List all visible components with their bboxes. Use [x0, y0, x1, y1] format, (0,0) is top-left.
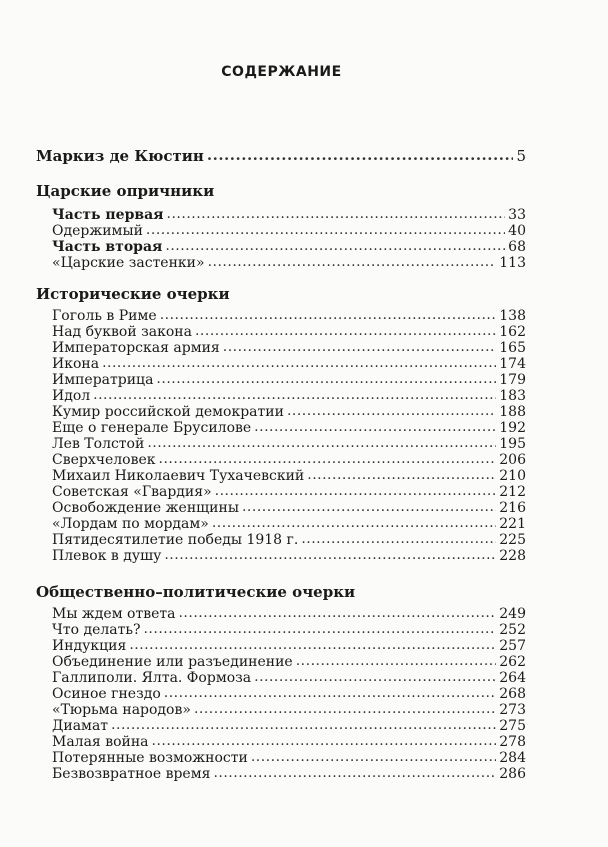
- toc-entry-label: Советская «Гвардия»: [52, 484, 212, 500]
- section-heading: Общественно–политические очерки: [36, 583, 356, 601]
- toc-entry-label: Гоголь в Риме: [52, 308, 157, 324]
- toc-entry-page: 162: [499, 324, 526, 340]
- toc-entry-page: 40: [508, 223, 526, 239]
- leader-dots: [147, 435, 496, 451]
- toc-entry-label: «Лордам по мордам»: [52, 516, 209, 532]
- leader-dots: [242, 499, 496, 515]
- leader-dots: [287, 403, 496, 419]
- toc-entry-label: Часть вторая: [52, 239, 163, 255]
- toc-entry-label: Лев Толстой: [52, 436, 145, 452]
- toc-entry-page: 192: [499, 420, 526, 436]
- toc-entry-page: 206: [499, 452, 526, 468]
- toc-entry-page: 179: [499, 372, 526, 388]
- leader-dots: [159, 451, 497, 467]
- toc-entry-page: 210: [499, 468, 526, 484]
- leader-dots: [167, 206, 506, 222]
- toc-entry-label: Пятидесятилетие победы 1918 г.: [52, 532, 299, 548]
- leader-dots: [254, 669, 496, 685]
- toc-entry: [52, 686, 526, 702]
- toc-entry: [52, 670, 526, 686]
- toc-entry-label: Потерянные возможности: [52, 750, 248, 766]
- leader-dots: [207, 147, 514, 163]
- toc-entry: [52, 500, 526, 516]
- toc-entry-label: «Царские застенки»: [52, 255, 205, 271]
- toc-entry-page: 278: [499, 734, 526, 750]
- toc-entry: [52, 766, 526, 782]
- toc-entry: [52, 340, 526, 356]
- leader-dots: [213, 765, 496, 781]
- toc-entry-label: Кумир российской демократии: [52, 404, 284, 420]
- toc-entry: [52, 654, 526, 670]
- toc-entry-page: 264: [499, 670, 526, 686]
- toc-entry-page: 5: [516, 147, 526, 165]
- toc-entry: [52, 308, 526, 324]
- toc-entry-page: 273: [499, 702, 526, 718]
- toc-entry-label: Объединение или разъединение: [52, 654, 293, 670]
- leader-dots: [195, 323, 496, 339]
- toc-entry-page: 262: [499, 654, 526, 670]
- leader-dots: [215, 483, 497, 499]
- toc-entry-label: Икона: [52, 356, 100, 372]
- toc-entry-page: 249: [499, 606, 526, 622]
- leader-dots: [146, 222, 505, 238]
- leader-dots: [164, 547, 496, 563]
- toc-entry-label: Одержимый: [52, 223, 143, 239]
- toc-entry-page: 225: [499, 532, 526, 548]
- toc-entry: [52, 484, 526, 500]
- leader-dots: [296, 653, 497, 669]
- toc-entry-label: Императрица: [52, 372, 154, 388]
- toc-entry: [52, 606, 526, 622]
- leader-dots: [251, 749, 496, 765]
- leader-dots: [102, 355, 496, 371]
- toc-entry-label: Часть первая: [52, 207, 164, 223]
- toc-entry: [52, 532, 526, 548]
- toc-entry-label: Маркиз де Кюстин: [36, 147, 204, 165]
- toc-entry-page: 257: [499, 638, 526, 654]
- toc-entry-page: 33: [508, 207, 526, 223]
- leader-dots: [223, 339, 497, 355]
- leader-dots: [143, 621, 496, 637]
- toc-entry: [52, 223, 526, 239]
- section-heading: Царские опричники: [36, 182, 215, 200]
- leader-dots: [129, 637, 496, 653]
- toc-entry-label: Сверхчеловек: [52, 452, 156, 468]
- toc-entry-label: Мы ждем ответа: [52, 606, 176, 622]
- leader-dots: [254, 419, 496, 435]
- toc-entry-page: 228: [499, 548, 526, 564]
- toc-entry: [52, 718, 526, 734]
- toc-entry-label: Галлиполи. Ялта. Формоза: [52, 670, 252, 686]
- leader-dots: [165, 238, 505, 254]
- toc-entry-label: Индукция: [52, 638, 127, 654]
- leader-dots: [194, 701, 496, 717]
- toc-entry-label: Освобождение женщины: [52, 500, 239, 516]
- leader-dots: [152, 733, 497, 749]
- toc-entry: [52, 638, 526, 654]
- toc-entry: [52, 356, 526, 372]
- toc-entry-label: Плевок в душу: [52, 548, 162, 564]
- toc-entry: [52, 207, 526, 223]
- toc-entry-label: «Тюрьма народов»: [52, 702, 191, 718]
- toc-entry: [52, 404, 526, 420]
- leader-dots: [111, 717, 496, 733]
- leader-dots: [178, 605, 496, 621]
- toc-entry: [52, 468, 526, 484]
- toc-entry: [52, 324, 526, 340]
- toc-entry-page: 212: [499, 484, 526, 500]
- toc-entry-page: 183: [499, 388, 526, 404]
- toc-entry-kustine: [36, 148, 526, 164]
- toc-entry-page: 216: [499, 500, 526, 516]
- leader-dots: [160, 307, 497, 323]
- leader-dots: [93, 387, 496, 403]
- leader-dots: [156, 371, 496, 387]
- toc-entry-page: 138: [499, 308, 526, 324]
- leader-dots: [164, 685, 496, 701]
- toc-entry-label: Еще о генерале Брусилове: [52, 420, 252, 436]
- toc-entry-page: 174: [499, 356, 526, 372]
- toc-entry-label: Малая война: [52, 734, 149, 750]
- toc-entry: [52, 452, 526, 468]
- page-title: СОДЕРЖАНИЕ: [221, 64, 342, 80]
- leader-dots: [301, 531, 496, 547]
- leader-dots: [212, 515, 496, 531]
- toc-entry: [52, 255, 526, 271]
- toc-entry-label: Диамат: [52, 718, 109, 734]
- toc-entry-page: 252: [499, 622, 526, 638]
- toc-entry: [52, 702, 526, 718]
- toc-entry-page: 165: [499, 340, 526, 356]
- toc-entry-label: Безвозвратное время: [52, 766, 211, 782]
- toc-entry: [52, 516, 526, 532]
- toc-entry-page: 221: [499, 516, 526, 532]
- toc-entry: [52, 750, 526, 766]
- toc-entry-page: 113: [499, 255, 526, 271]
- toc-entry: [52, 622, 526, 638]
- section-heading: Исторические очерки: [36, 285, 230, 303]
- toc-entry-page: 195: [499, 436, 526, 452]
- toc-entry: [52, 239, 526, 255]
- toc-entry-page: 275: [499, 718, 526, 734]
- toc-entry: [52, 372, 526, 388]
- toc-entry: [52, 548, 526, 564]
- toc-entry-page: 284: [499, 750, 526, 766]
- toc-entry-page: 68: [508, 239, 526, 255]
- toc-entry-label: Императорская армия: [52, 340, 220, 356]
- toc-entry-label: Михаил Николаевич Тухачевский: [52, 468, 305, 484]
- toc-entry-page: 188: [499, 404, 526, 420]
- toc-entry-label: Идол: [52, 388, 91, 404]
- toc-entry: [52, 420, 526, 436]
- toc-entry-label: Над буквой закона: [52, 324, 192, 340]
- toc-entry: [52, 734, 526, 750]
- toc-entry-page: 286: [499, 766, 526, 782]
- leader-dots: [307, 467, 496, 483]
- toc-entry-label: Осиное гнездо: [52, 686, 161, 702]
- toc-entry-label: Что делать?: [52, 622, 141, 638]
- toc-entry: [52, 388, 526, 404]
- toc-entry: [52, 436, 526, 452]
- toc-entry-page: 268: [499, 686, 526, 702]
- leader-dots: [208, 254, 497, 270]
